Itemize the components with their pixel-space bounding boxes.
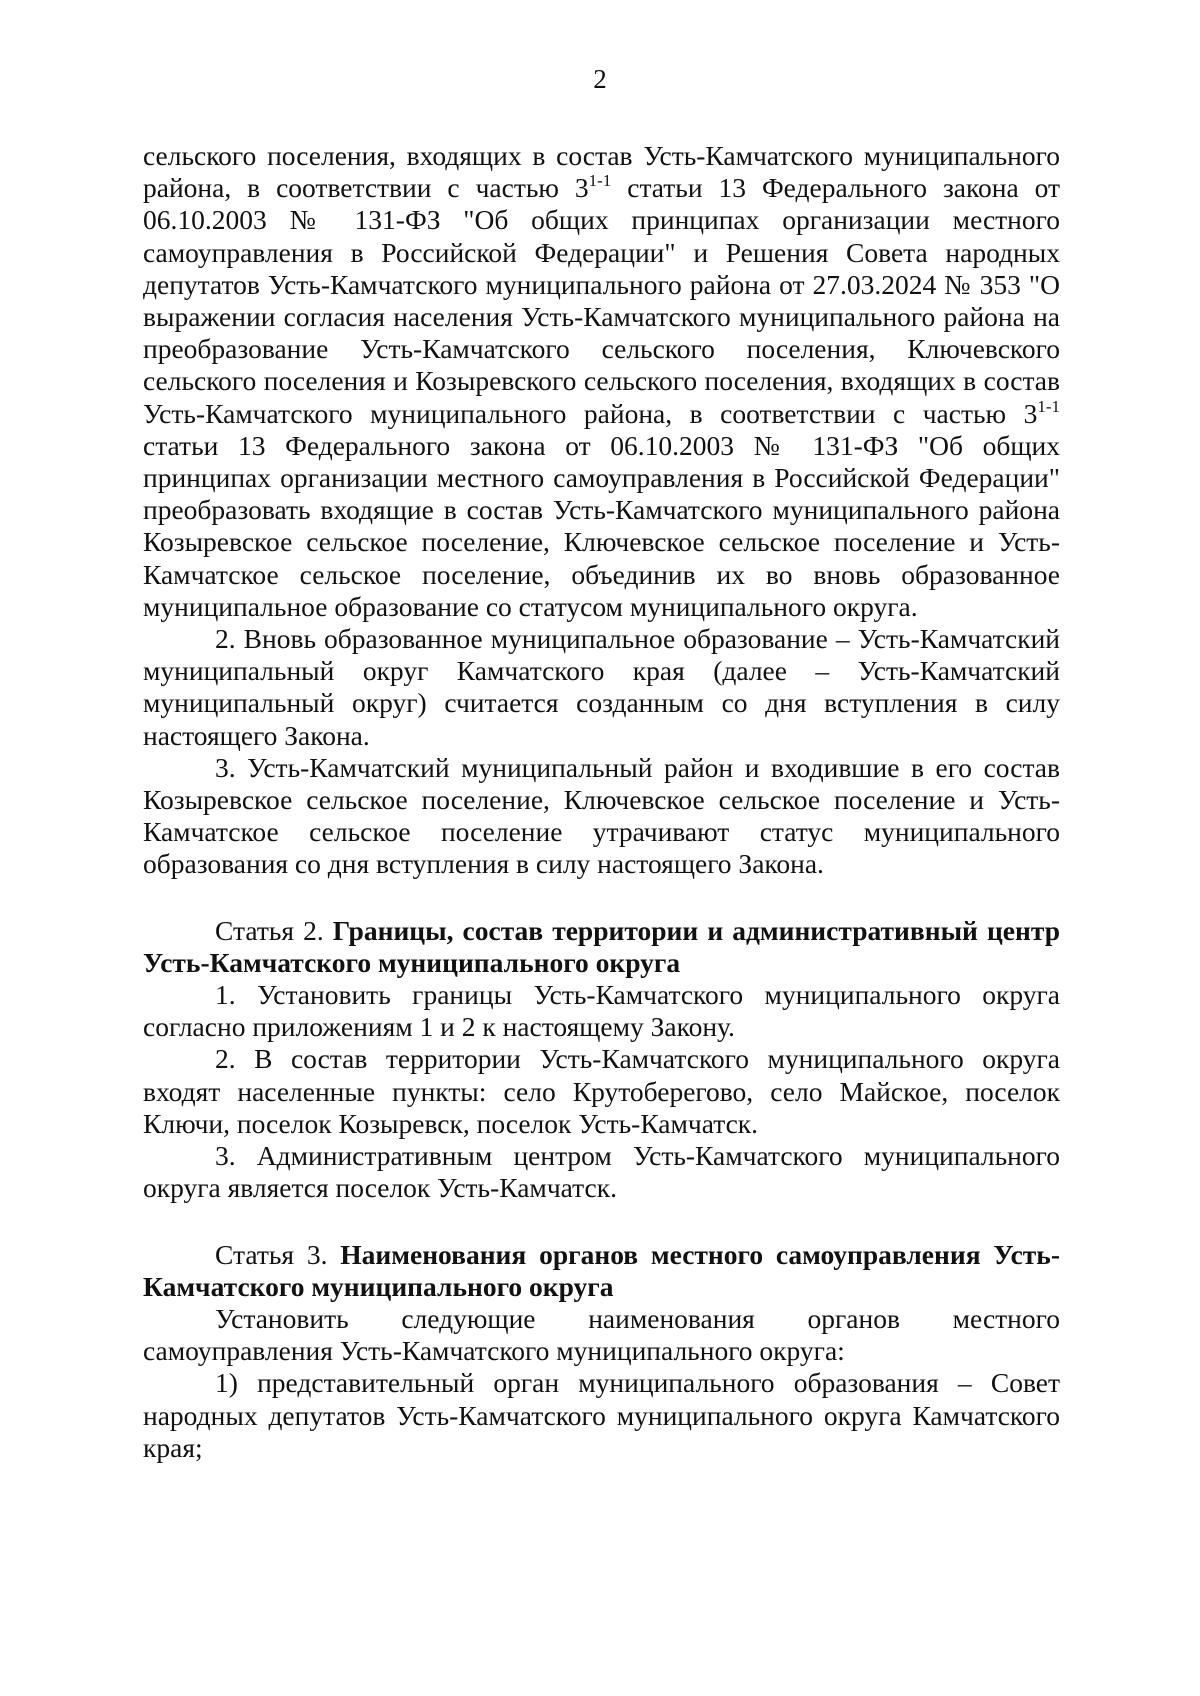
article1-paragraph3: 3. Усть-Камчатский муниципальный район и входившие в его состав Козыревское сельское поселение, Ключевское сельское поселение и Усть-Камчатское сельское поселение утрачивают статус муниципального образования со дня вступления в силу настоящего Закона. (143, 751, 1060, 880)
superscript: 1-1 (588, 171, 612, 191)
page-number: 2 (593, 64, 607, 94)
article2-paragraph3: 3. Административным центром Усть-Камчатского муниципального округа является поселок Усть-Камчатск. (143, 1140, 1060, 1204)
article3-heading (143, 1239, 1060, 1303)
article2-paragraph1: 1. Установить границы Усть-Камчатского муниципального округа согласно приложениям 1 и 2 к настоящему Закону. (143, 979, 1060, 1043)
article2-heading (143, 915, 1060, 979)
article2-paragraph2: 2. В состав территории Усть-Камчатского муниципального округа входят населенные пункты: село Крутоберегово, село Майское, поселок Ключи, поселок Козыревск, поселок Усть-Камчатск. (143, 1043, 1060, 1139)
superscript: 1-1 (1037, 396, 1060, 416)
document-body (143, 140, 1060, 1464)
article3-title: Наименования органов местного самоуправления Усть-Камчатского муниципального округа (143, 1238, 1060, 1302)
article1-paragraph2: 2. Вновь образованное муниципальное образование – Усть-Камчатский муниципальный округ Камчатского края (далее – Усть-Камчатский муниципальный округ) считается созданным со дня вступления в силу настоящего Закона. (143, 623, 1060, 751)
article1-paragraph1-continuation: сельского поселения, входящих в состав Усть-Камчатского муниципального района, в соответствии с частью 3$^{1-1}$ статьи 13 Федерального закона от 06.10.2003 № 131-ФЗ "Об общих принципах организации местного самоуправления в Российской Федерации" и Решения Совета народных депутатов Усть-Камчатского муниципального района от 27.03.2024 № 353 "О выражении согласия населения Усть-Камчатского муниципального района на преобразование Усть-Камчатского сельского поселения, Ключевского сельского поселения и Козыревского сельского поселения, входящих в состав Усть-Камчатского муниципального района, в соответствии с частью 3$^{1-1}$ статьи 13 Федерального закона от 06.10.2003 № 131-ФЗ "Об общих принципах организации местного самоуправления в Российской Федерации" преобразовать входящие в состав Усть-Камчатского муниципального района Козыревское сельское поселение, Ключевское сельское поселение и Усть-Камчатское сельское поселение, объединив их во вновь образованное муниципальное образование со статусом муниципального округа. (143, 140, 1060, 622)
article2-title: Границы, состав территории и административный центр Усть-Камчатского муниципального округа (143, 914, 1060, 978)
article2-label: Статья 2. (215, 914, 333, 946)
article3-item1: 1) представительный орган муниципального образования – Совет народных депутатов Усть-Камчатского муниципального округа Камчатского края; (143, 1367, 1060, 1463)
article3-label: Статья 3. (215, 1238, 341, 1270)
article3-paragraph1: Установить следующие наименования органов местного самоуправления Усть-Камчатского муниципального округа: (143, 1302, 1060, 1367)
